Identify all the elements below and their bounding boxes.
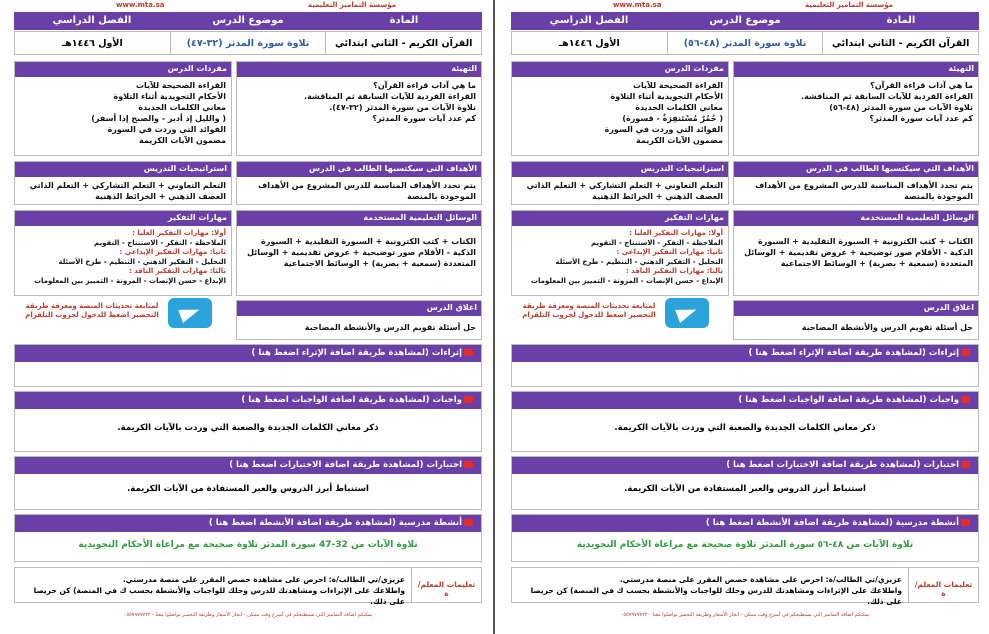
intro-title: التهيئة <box>237 62 481 77</box>
topic-label: موضوع الدرس <box>212 15 284 26</box>
aids-title: الوسائل التعليمية المستخدمة <box>237 211 481 226</box>
thinking-box <box>511 210 729 296</box>
list-item: الفوائد التي وردت في السورة <box>107 125 226 134</box>
thinking-line: الملاحظة - التفكر - الاستنتاج - التقويم <box>590 238 723 247</box>
vocab-box <box>511 61 729 156</box>
thinking-title: مهارات التفكير <box>512 211 728 226</box>
intro-lines <box>237 77 481 127</box>
thinking-line: الملاحظة - التفكر - الاستنتاج - التقويم <box>93 238 226 247</box>
list-item: كم عدد آيات سورة المدثر؟ <box>869 114 973 123</box>
thinking-line: الإبداع - حسن الإنصات - المرونة - التمييز بين المعلومات <box>33 276 226 285</box>
thinking-line: ثانيا: مهارات التفكير الإبداعي : <box>616 248 723 256</box>
list-item: القراءة الفردية للآيات السابقة ثم المناقشة. <box>801 92 973 101</box>
goals-text: يتم تحدد الأهداف المناسبة للدرس المشروع من الأهداف الموجودة بالمنصة <box>754 181 973 201</box>
org-name: مؤسسة التماميز التعليمية <box>805 1 893 9</box>
notes-line: عزيزي/تي الطالب/ة: احرص على مشاهدة حصص المقرر على منصة مدرستي. <box>122 575 405 584</box>
header-row <box>511 12 979 30</box>
homework-title[interactable]: واجبات (لمشاهدة طريقة اضافة الواجبات اضغط هنا ) <box>15 392 481 409</box>
notes-text <box>15 568 411 606</box>
vocab-lines <box>512 77 728 149</box>
notes-label: تعليمات المعلم/ة <box>908 568 978 602</box>
thinking-title: مهارات التفكير <box>15 211 231 226</box>
enrichment-title[interactable]: إثراءات (لمشاهدة طريقة اضافة الإثراء اضغط هنا ) <box>512 345 978 362</box>
org-name: مؤسسة التماميز التعليمية <box>308 1 396 9</box>
homework-title[interactable]: واجبات (لمشاهدة طريقة اضافة الواجبات اضغط هنا ) <box>512 392 978 409</box>
youtube-icon[interactable] <box>961 461 970 468</box>
subject-value: القرآن الكريم - الثاني ابتدائي <box>831 38 970 49</box>
homework-text: ذكر معاني الكلمات الجديدة والصعبة التي وردت بالآيات الكريمة. <box>117 423 379 433</box>
list-item: تلاوة الآيات من سورة المدثر (٣٢-٤٧). <box>329 103 476 112</box>
intro-box <box>733 61 979 156</box>
notes-line: عزيزي/تي الطالب/ة: احرص على مشاهدة حصص المقرر على منصة مدرستي. <box>619 575 902 584</box>
vocab-title: مفردات الدرس <box>15 62 231 77</box>
activities-title[interactable]: أنشطة مدرسية (لمشاهدة طريقة اضافة الأنشطة اضغط هنا ) <box>512 515 978 532</box>
closing-box <box>236 300 482 340</box>
semester-label: الفصل الدراسي <box>549 15 629 26</box>
activities-box <box>14 514 482 562</box>
lesson-page-left <box>8 0 488 634</box>
aids-text: الكتاب + كتب الكترونية + السبورة التقليدية + السبورة الذكية - الأقلام صور توضيحية + عروض تقديمية + الوسائل المتعددة (سمعية + بصرية) + الوسائط الاجتماعية <box>247 237 476 268</box>
aids-box <box>733 210 979 296</box>
list-item: الأحكام التجويدية أثناء التلاوة <box>113 92 226 101</box>
recitation-text: تلاوة الآيات من 32-47 سورة المدثر تلاوة صحيحة مع مراعاة الأحكام التجويدية <box>78 540 418 550</box>
strategies-title: استراتيجيات التدريس <box>15 162 231 177</box>
list-item: ما هي آداب قراءة القرآن؟ <box>373 81 476 90</box>
thinking-box <box>14 210 232 296</box>
footer-text: يمكنكم اضافة التماميز التي تستطيعكم في أسرع وقت ممكن - انجاز الأسعار وطريقة التحميز تواصلوا معنا - ٠٥٥٧٩٧٧٧٢٢ <box>620 612 870 618</box>
tests-title[interactable]: اختبارات (لمشاهدة طريقة اضافة الاختبارات اضغط هنا ) <box>15 457 481 474</box>
lesson-page-right <box>505 0 985 634</box>
notes-label: تعليمات المعلم/ة <box>411 568 481 602</box>
youtube-icon[interactable] <box>464 519 473 526</box>
topic-value: تلاوة سورة المدثر (٣٢-٤٧) <box>170 32 327 54</box>
youtube-icon[interactable] <box>464 461 473 468</box>
list-item: الأحكام التجويدية أثناء التلاوة <box>610 92 723 101</box>
info-row <box>511 31 979 55</box>
list-item: معاني الكلمات الجديدة <box>635 103 723 112</box>
list-item: معاني الكلمات الجديدة <box>138 103 226 112</box>
telegram-icon[interactable] <box>665 298 709 328</box>
thinking-line: أولا: مهارات التفكير العليا : <box>132 229 226 237</box>
homework-box <box>14 391 482 452</box>
activities-box <box>511 514 979 562</box>
tests-text: استنباط أبرز الدروس والعبر المستفادة من الآيات الكريمة. <box>127 484 369 494</box>
homework-text: ذكر معاني الكلمات الجديدة والصعبة التي وردت بالآيات الكريمة. <box>614 423 876 433</box>
intro-title: التهيئة <box>734 62 978 77</box>
strategies-text: التعلم التعاوني + التعلم التشاركي + التعلم الذاتي العصف الذهني + الخرائط الذهنية <box>526 181 723 201</box>
youtube-icon[interactable] <box>961 349 970 356</box>
strategies-text: التعلم التعاوني + التعلم التشاركي + التعلم الذاتي العصف الذهني + الخرائط الذهنية <box>29 181 226 201</box>
subject-label: المادة <box>886 15 916 26</box>
list-item: مضمون الآيات الكريمة <box>636 136 723 145</box>
aids-title: الوسائل التعليمية المستخدمة <box>734 211 978 226</box>
closing-box <box>733 300 979 340</box>
list-item: تلاوة الآيات من سورة المدثر (٤٨-٥٦) <box>829 103 973 112</box>
list-item: ما هي آداب قراءة القرآن؟ <box>870 81 973 90</box>
notes-line: واطلاعك على الإثراءات ومشاهدتك للدرس وحلك للواجبات والأنشطة بحسب ك في المنصة) كن حريصا على ذلك. <box>530 586 902 606</box>
topic-value: تلاوة سورة المدثر (٤٨-٥٦) <box>667 32 824 54</box>
strategies-box <box>511 161 729 205</box>
telegram-link-text[interactable]: لمتابعة تحديثات المنصة ومعرفة طريقة التحضير اضغط للدخول لجروب التلقرام <box>25 302 159 319</box>
strategies-box <box>14 161 232 205</box>
goals-title: الأهداف التي سيكتسبها الطالب في الدرس <box>237 162 481 177</box>
tests-box <box>511 456 979 510</box>
site-url[interactable]: www.mta.sa <box>116 1 165 9</box>
tests-text: استنباط أبرز الدروس والعبر المستفادة من الآيات الكريمة. <box>624 484 866 494</box>
list-item: القراءة الصحيحة للآيات <box>632 81 723 90</box>
goals-box <box>236 161 482 205</box>
youtube-icon[interactable] <box>464 396 473 403</box>
list-item: ( والليل إذ أدبر - والصبح إذا أسفر) <box>91 114 226 123</box>
thinking-line: ثالثا: مهارات التفكير الناقد : <box>625 267 723 275</box>
thinking-line: ثانيا: مهارات التفكير الإبداعي : <box>119 248 226 256</box>
semester-value: الأول ١٤٤٦هـ <box>558 38 620 49</box>
closing-text: حل أسئلة تقويم الدرس والأنشطة المصاحبة <box>304 323 476 332</box>
intro-box <box>236 61 482 156</box>
list-item: كم عدد آيات سورة المدثر؟ <box>372 114 476 123</box>
teacher-notes <box>14 567 482 606</box>
list-item: القراءة الصحيحة للآيات <box>135 81 226 90</box>
telegram-link-text[interactable]: لمتابعة تحديثات المنصة ومعرفة طريقة التحضير اضغط للدخول لجروب التلقرام <box>522 302 656 319</box>
tests-box <box>14 456 482 510</box>
topic-label: موضوع الدرس <box>709 15 781 26</box>
vocab-box <box>14 61 232 156</box>
info-row <box>14 31 482 55</box>
telegram-icon[interactable] <box>168 298 212 328</box>
tests-title[interactable]: اختبارات (لمشاهدة طريقة اضافة الاختبارات اضغط هنا ) <box>512 457 978 474</box>
aids-text: الكتاب + كتب الكترونية + السبورة التقليدية + السبورة الذكية - الأقلام صور توضيحية + عروض تقديمية + الوسائل المتعددة (سمعية + بصرية) + الوسائط الاجتماعية <box>744 237 973 268</box>
notes-line: واطلاعك على الإثراءات ومشاهدتك للدرس وحلك للواجبات والأنشطة بحسب ك في المنصة) كن حريصا على ذلك. <box>33 586 405 606</box>
vocab-lines <box>15 77 231 149</box>
homework-box <box>511 391 979 452</box>
thinking-line: التحليل - التفكير الذهني - التنظيم - طرح الأسئلة <box>555 257 723 266</box>
list-item: الفوائد التي وردت في السورة <box>604 125 723 134</box>
header-row <box>14 12 482 30</box>
page-separator <box>493 0 495 634</box>
thinking-text <box>512 226 728 289</box>
site-url[interactable]: www.mta.sa <box>613 1 662 9</box>
recitation-text: تلاوة الآيات من ٤٨-٥٦ سورة المدثر تلاوة صحيحة مع مراعاة الأحكام التجويدية <box>576 540 914 550</box>
footer-text: يمكنكم اضافة التماميز التي تستطيعكم في أسرع وقت ممكن - انجاز الأسعار وطريقة التحميز تواصلوا معنا - ٠٥٥٧٩٧٧٧٢٢ <box>123 612 373 618</box>
thinking-text <box>15 226 231 289</box>
semester-label: الفصل الدراسي <box>52 15 132 26</box>
thinking-line: التحليل - التفكير الذهني - التنظيم - طرح الأسئلة <box>58 257 226 266</box>
intro-lines <box>734 77 978 127</box>
activities-title[interactable]: أنشطة مدرسية (لمشاهدة طريقة اضافة الأنشطة اضغط هنا ) <box>15 515 481 532</box>
list-item: ( حُمُرٌ مُسْتَنفِرَةٌ - قسورة) <box>622 114 723 123</box>
list-item: مضمون الآيات الكريمة <box>139 136 226 145</box>
thinking-line: ثالثا: مهارات التفكير الناقد : <box>128 267 226 275</box>
closing-title: اغلاق الدرس <box>237 301 481 316</box>
thinking-line: الإبداع - حسن الإنصات - المرونة - التمييز بين المعلومات <box>530 276 723 285</box>
enrichment-box <box>14 344 482 387</box>
closing-text: حل أسئلة تقويم الدرس والأنشطة المصاحبة <box>801 323 973 332</box>
vocab-title: مفردات الدرس <box>512 62 728 77</box>
semester-value: الأول ١٤٤٦هـ <box>61 38 123 49</box>
strategies-title: استراتيجيات التدريس <box>512 162 728 177</box>
subject-label: المادة <box>389 15 419 26</box>
teacher-notes <box>511 567 979 606</box>
list-item: القراءة الفردية للآيات السابقة ثم المناقشة. <box>304 92 476 101</box>
youtube-icon[interactable] <box>961 519 970 526</box>
enrichment-title[interactable]: إثراءات (لمشاهدة طريقة اضافة الإثراء اضغط هنا ) <box>15 345 481 362</box>
goals-box <box>733 161 979 205</box>
notes-text <box>512 568 908 606</box>
goals-text: يتم تحدد الأهداف المناسبة للدرس المشروع من الأهداف الموجودة بالمنصة <box>257 181 476 201</box>
enrichment-box <box>511 344 979 387</box>
closing-title: اغلاق الدرس <box>734 301 978 316</box>
subject-value: القرآن الكريم - الثاني ابتدائي <box>334 38 473 49</box>
aids-box <box>236 210 482 296</box>
youtube-icon[interactable] <box>961 396 970 403</box>
thinking-line: أولا: مهارات التفكير العليا : <box>629 229 723 237</box>
youtube-icon[interactable] <box>464 349 473 356</box>
goals-title: الأهداف التي سيكتسبها الطالب في الدرس <box>734 162 978 177</box>
